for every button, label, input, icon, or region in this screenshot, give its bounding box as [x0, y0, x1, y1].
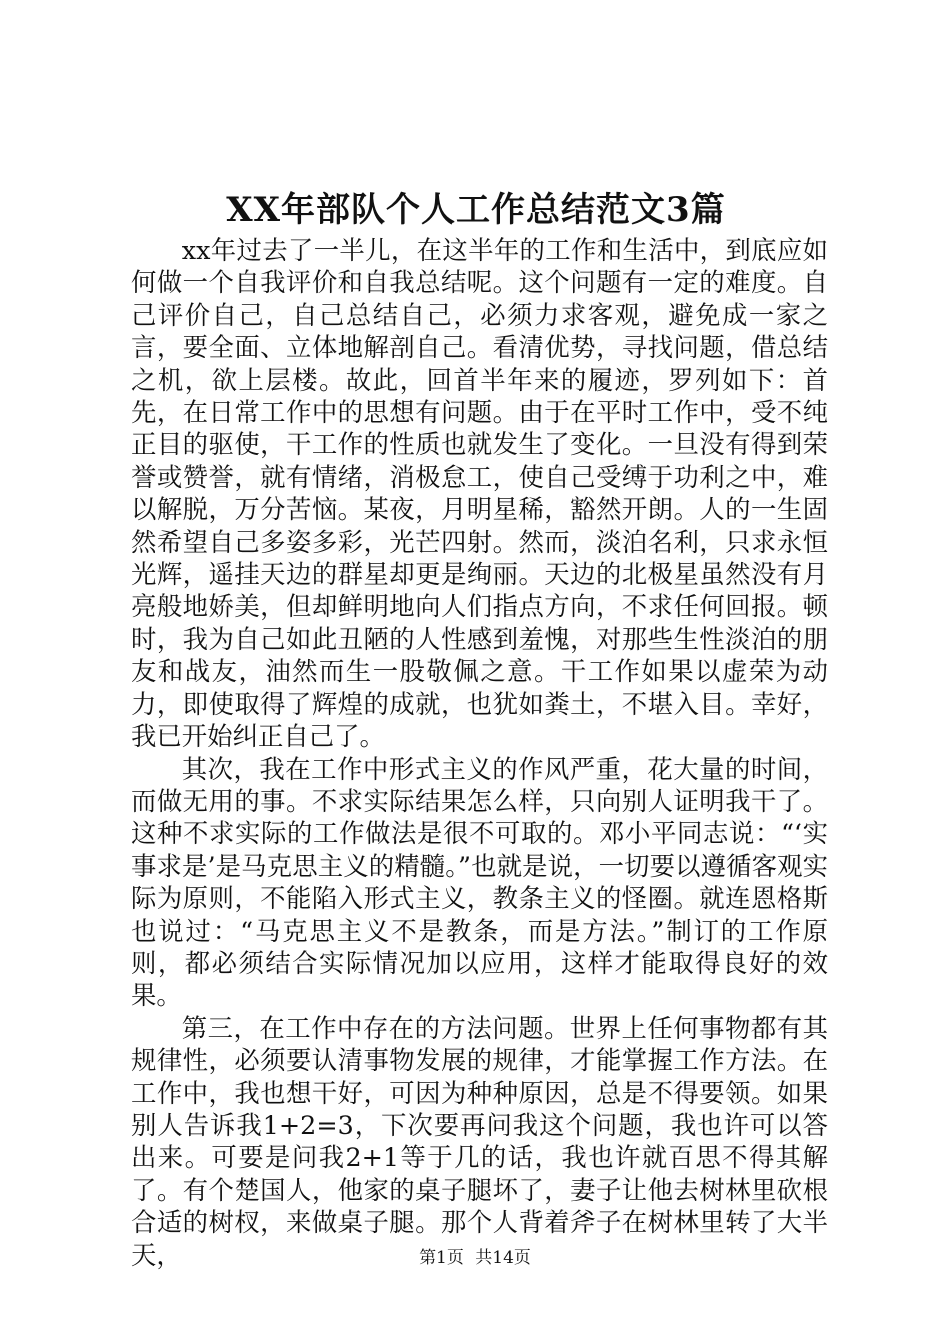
document-body: [131, 234, 828, 1271]
paragraph-2: 其次，我在工作中形式主义的作风严重，花大量的时间，而做无用的事。不求实际结果怎么样，只向别人证明我干了。这种不求实际的工作做法是很不可取的。邓小平同志说：“‘实事求是’是马克思主义的精髓。”也就是说，一切要以遵循客观实际为原则，不能陷入形式主义，教条主义的怪圈。就连恩格斯也说过：“马克思主义不是教条，而是方法。”制订的工作原则，都必须结合实际情况加以应用，这样才能取得良好的效果。: [131, 753, 828, 1011]
page-total: 共14页: [475, 1248, 531, 1268]
document-title: XX年部队个人工作总结范文3篇: [226, 190, 726, 230]
page-footer: [0, 1247, 950, 1269]
paragraph-1: xx年过去了一半儿，在这半年的工作和生活中，到底应如何做一个自我评价和自我总结呢。这个问题有一定的难度。自己评价自己，自己总结自己，必须力求客观，避免成一家之言，要全面、立体地解剖自己。看清优势，寻找问题，借总结之机，欲上层楼。故此，回首半年来的履迹，罗列如下：首先，在日常工作中的思想有问题。由于在平时工作中，受不纯正目的驱使，干工作的性质也就发生了变化。一旦没有得到荣誉或赞誉，就有情绪，消极怠工，使自己受缚于功利之中，难以解脱，万分苦恼。某夜，月明星稀，豁然开朗。人的一生固然希望自己多姿多彩，光芒四射。然而，淡泊名利，只求永恒光辉，遥挂天边的群星却更是绚丽。天边的北极星虽然没有月亮般地娇美，但却鲜明地向人们指点方向，不求任何回报。顿时，我为自己如此丑陋的人性感到羞愧，对那些生性淡泊的朋友和战友，油然而生一股敬佩之意。干工作如果以虚荣为动力，即使取得了辉煌的成就，也犹如粪土，不堪入目。幸好，我已开始纠正自己了。: [131, 235, 828, 752]
paragraph-3: 第三，在工作中存在的方法问题。世界上任何事物都有其规律性，必须要认清事物发展的规律，才能掌握工作方法。在工作中，我也想干好，可因为种种原因，总是不得要领。如果别人告诉我1+2=3，下次要再问我这个问题，我也许可以答出来。可要是问我2+1等于几的话，我也许就百思不得其解了。有个楚国人，他家的桌子腿坏了，妻子让他去树林里砍根合适的树杈，来做桌子腿。那个人背着斧子在树林里转了大半天，: [131, 1012, 828, 1270]
page-number: 第1页: [419, 1248, 464, 1268]
